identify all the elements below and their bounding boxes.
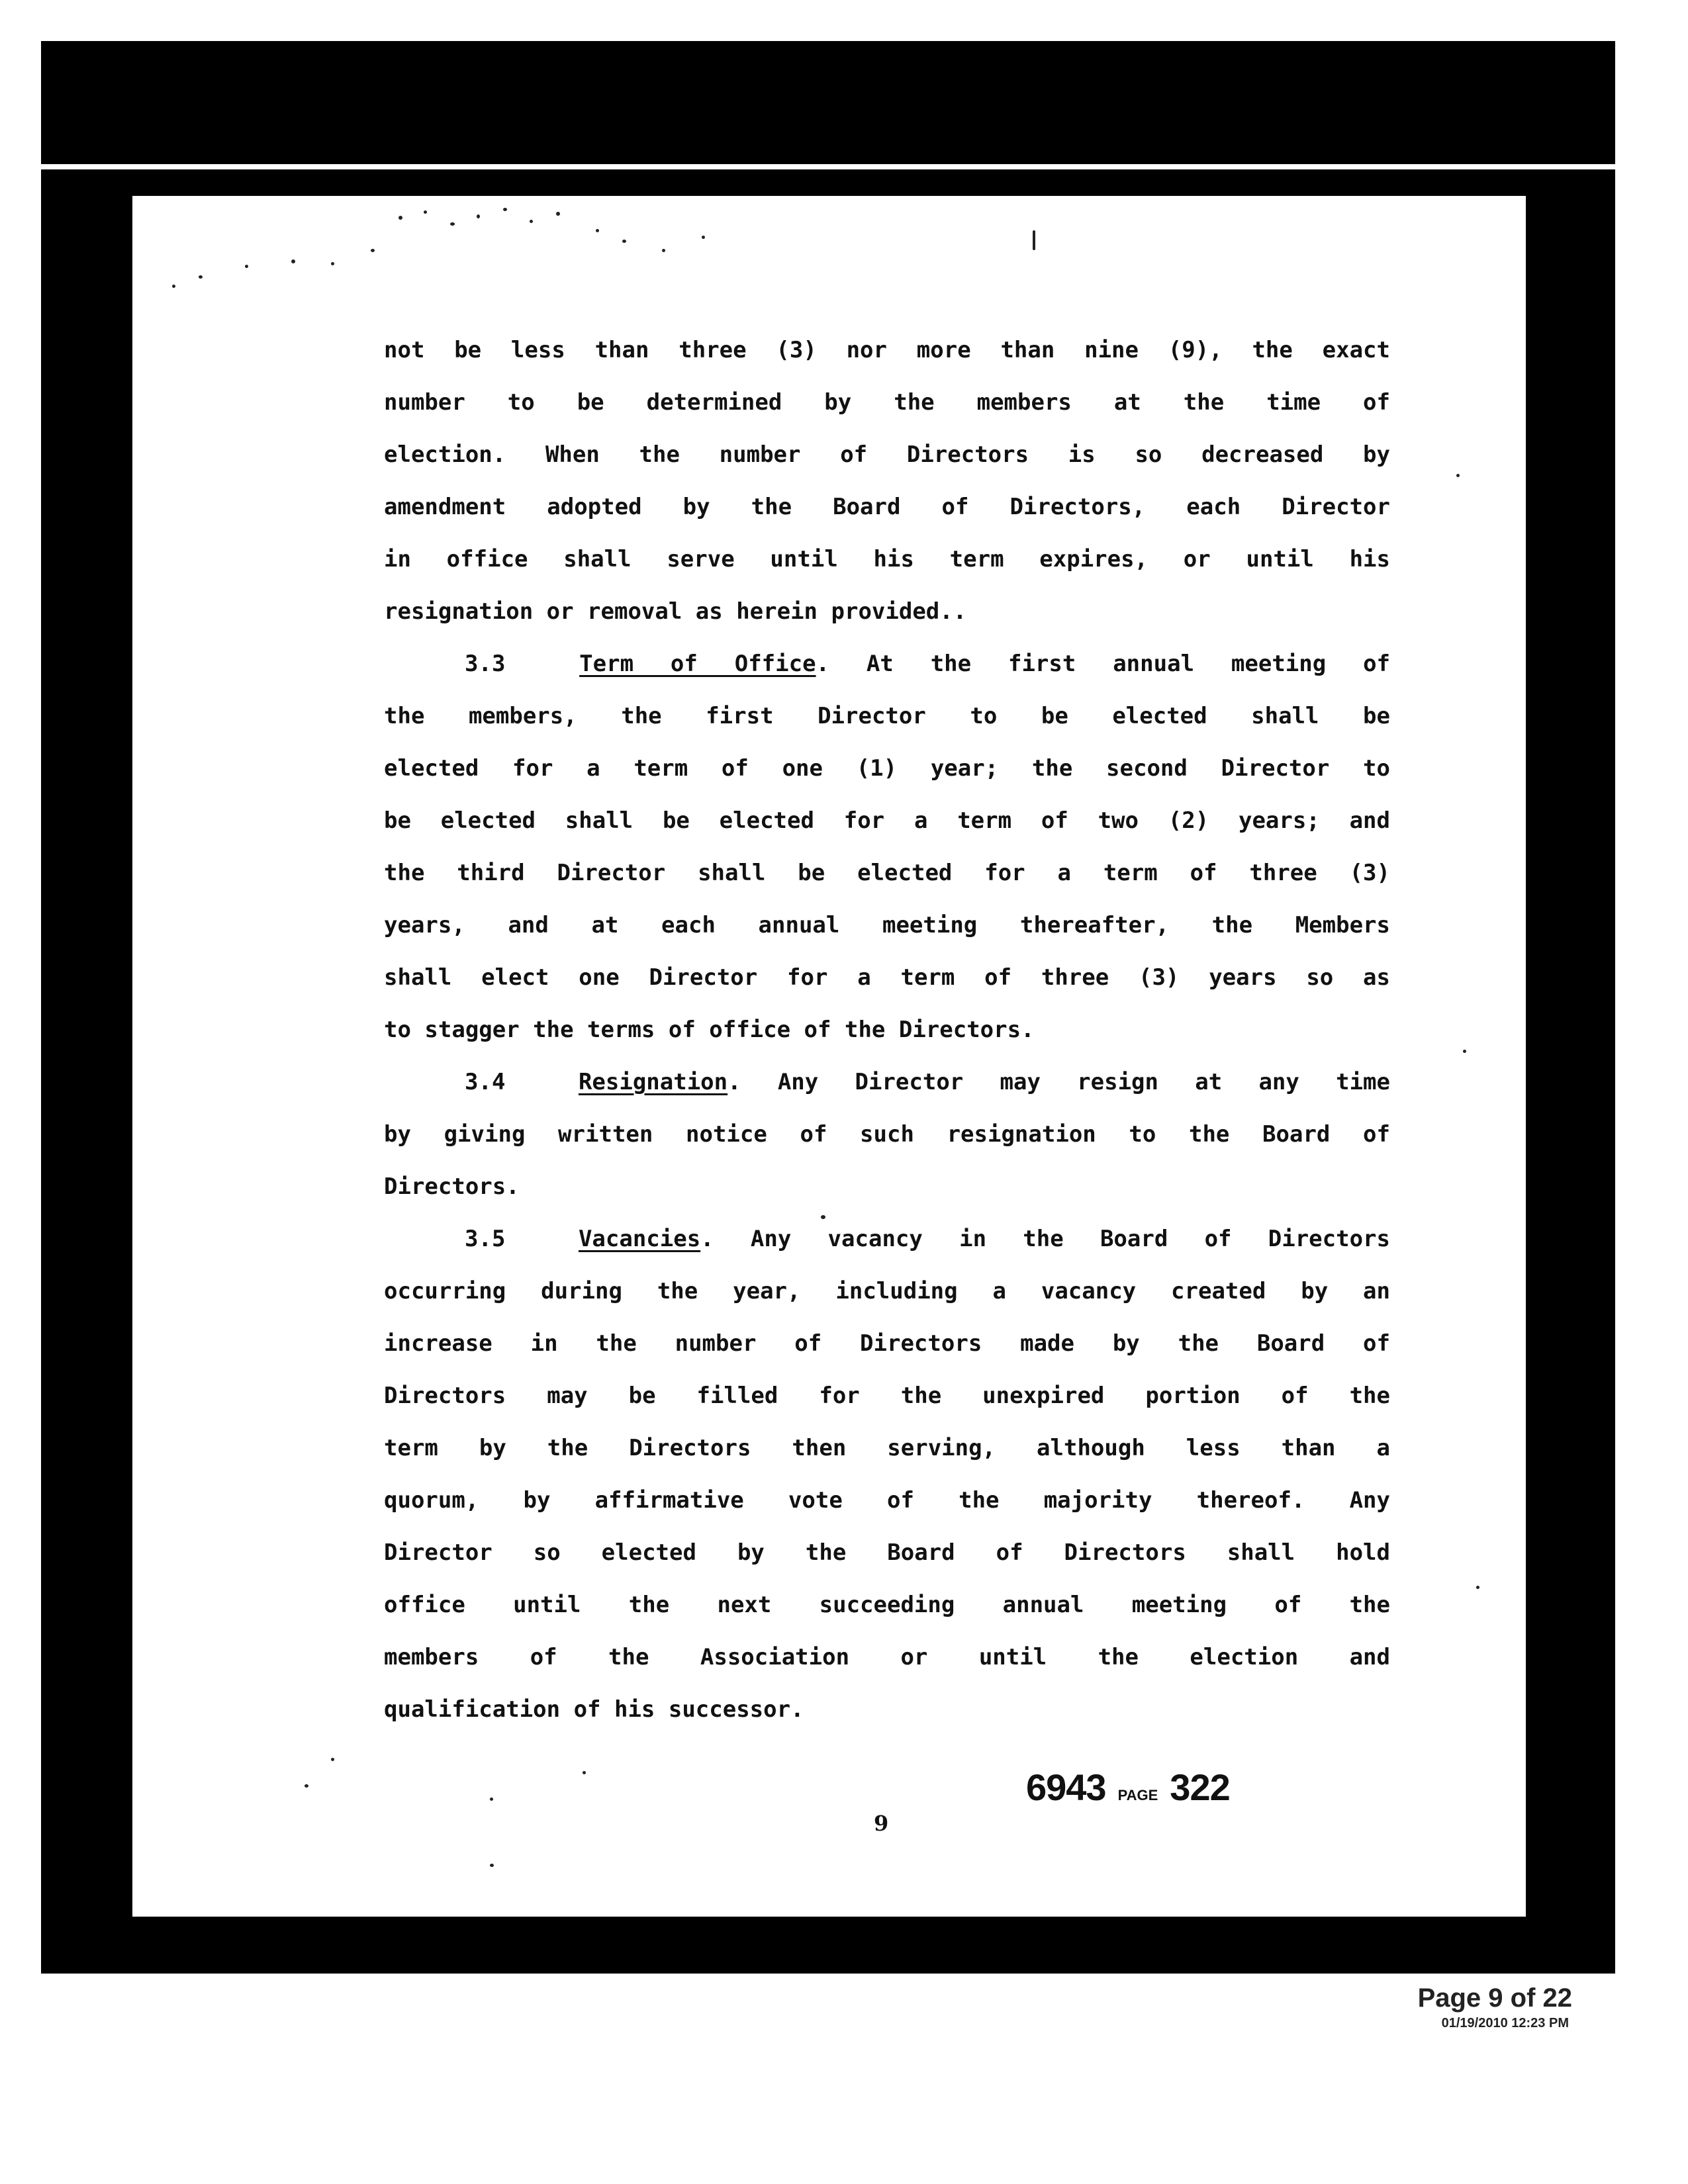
book-page-stamp bbox=[1026, 1766, 1230, 1809]
body-line: quorum, by affirmative vote of the majority thereof. Any bbox=[384, 1487, 1390, 1514]
scan-speck bbox=[503, 208, 507, 211]
body-line: qualification of his successor. bbox=[384, 1696, 804, 1723]
body-line: Directors may be filled for the unexpired portion of the bbox=[384, 1383, 1390, 1409]
body-line: years, and at each annual meeting thereafter, the Members bbox=[384, 912, 1390, 938]
body-line: shall elect one Director for a term of three (3) years so as bbox=[384, 964, 1390, 991]
section-3-4-heading-line bbox=[384, 1056, 1390, 1109]
section-number: 3.5 bbox=[465, 1226, 506, 1252]
section-title: Vacancies bbox=[578, 1226, 701, 1252]
scan-speck bbox=[556, 212, 560, 216]
section-number: 3.3 bbox=[465, 651, 506, 677]
scan-speck bbox=[424, 210, 427, 214]
body-line: not be less than three (3) nor more than nine (9), the exact bbox=[384, 337, 1390, 363]
scan-speck bbox=[490, 1864, 494, 1867]
body-line: be elected shall be elected for a term of two (2) years; and bbox=[384, 807, 1390, 834]
scan-speck bbox=[371, 249, 375, 252]
scan-speck bbox=[530, 220, 533, 223]
body-line: the members, the first Director to be elected shall be bbox=[384, 703, 1390, 729]
body-line: in office shall serve until his term expires, or until his bbox=[384, 546, 1390, 572]
scan-speck bbox=[702, 236, 705, 239]
scan-speck bbox=[596, 229, 599, 232]
scan-speck bbox=[583, 1771, 586, 1774]
section-3-5-heading-line bbox=[384, 1213, 1390, 1265]
body-line: Director so elected by the Board of Directors shall hold bbox=[384, 1539, 1390, 1566]
body-line: occurring during the year, including a vacancy created by an bbox=[384, 1278, 1390, 1304]
scan-speck bbox=[399, 216, 402, 220]
scan-speck bbox=[1463, 1050, 1466, 1053]
scan-speck bbox=[1476, 1586, 1479, 1589]
body-line: amendment adopted by the Board of Directors, each Director bbox=[384, 494, 1390, 520]
section-title: Term of Office bbox=[579, 651, 816, 677]
scan-speck bbox=[1456, 474, 1460, 477]
scan-speck bbox=[1033, 230, 1035, 250]
scan-speck bbox=[662, 249, 665, 252]
body-line: increase in the number of Directors made by the Board of bbox=[384, 1330, 1390, 1357]
body-line: Directors. bbox=[384, 1173, 520, 1200]
scan-speck bbox=[622, 240, 626, 243]
scan-speck bbox=[245, 265, 248, 268]
book-page-number: 322 bbox=[1170, 1766, 1230, 1808]
scan-speck bbox=[450, 222, 455, 226]
scan-speck bbox=[291, 259, 295, 263]
section-title: Resignation bbox=[578, 1069, 728, 1095]
scan-speck bbox=[172, 285, 175, 288]
scan-speck bbox=[477, 214, 480, 218]
book-number: 6943 bbox=[1026, 1766, 1106, 1808]
scan-speck bbox=[331, 262, 334, 265]
section-number: 3.4 bbox=[465, 1069, 506, 1095]
body-line: term by the Directors then serving, although less than a bbox=[384, 1435, 1390, 1461]
body-line: resignation or removal as herein provided.. bbox=[384, 598, 967, 625]
scan-speck bbox=[331, 1758, 334, 1761]
body-line: election. When the number of Directors is so decreased by bbox=[384, 441, 1390, 468]
body-line: by giving written notice of such resignation to the Board of bbox=[384, 1121, 1390, 1148]
document-page-number: 9 bbox=[874, 1811, 889, 1836]
body-line: office until the next succeeding annual meeting of the bbox=[384, 1592, 1390, 1618]
document-body-text bbox=[384, 324, 1390, 1736]
section-first-line-text: . Any Director may resign at any time bbox=[727, 1069, 1390, 1095]
body-line: elected for a term of one (1) year; the second Director to bbox=[384, 755, 1390, 782]
section-first-line-text: . Any vacancy in the Board of Directors bbox=[700, 1226, 1390, 1252]
footer-page-label: Page 9 of 22 bbox=[1417, 1983, 1572, 2013]
body-line: to stagger the terms of office of the Directors. bbox=[384, 1017, 1035, 1043]
footer-timestamp: 01/19/2010 12:23 PM bbox=[1441, 2016, 1569, 2030]
body-line: members of the Association or until the election and bbox=[384, 1644, 1390, 1670]
scan-speck bbox=[490, 1797, 493, 1801]
scan-top-rule bbox=[41, 164, 1615, 169]
body-line: number to be determined by the members at the time of bbox=[384, 389, 1390, 416]
section-first-line-text: . At the first annual meeting of bbox=[816, 651, 1391, 677]
section-3-3-heading-line bbox=[384, 638, 1390, 690]
document-page bbox=[132, 196, 1526, 1917]
scan-speck bbox=[199, 275, 203, 279]
body-line: the third Director shall be elected for a term of three (3) bbox=[384, 860, 1390, 886]
book-page-label: PAGE bbox=[1117, 1787, 1158, 1803]
scan-speck bbox=[305, 1784, 308, 1788]
